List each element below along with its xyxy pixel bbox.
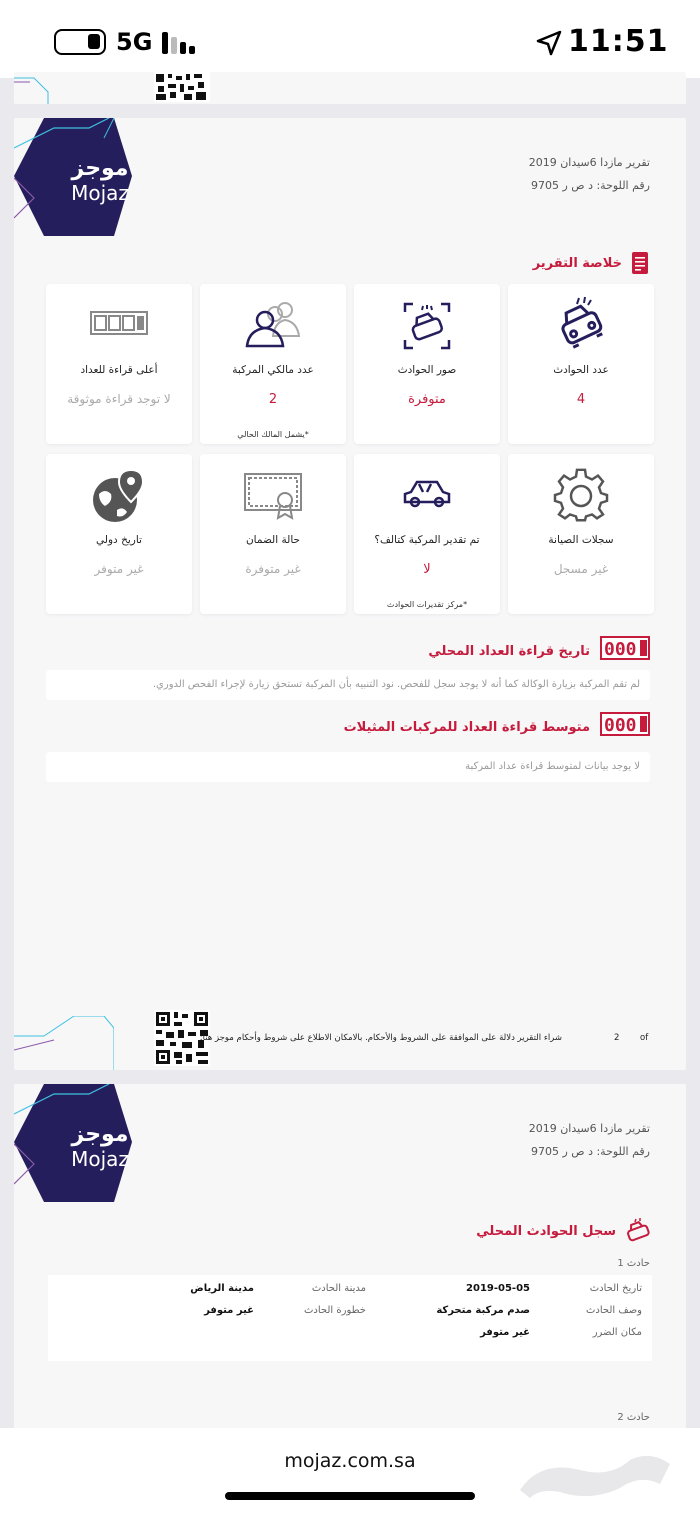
home-indicator[interactable] [225,1492,475,1500]
average-odometer-title: متوسط قراءة العداد للمركبات المثيلات [343,720,590,735]
card-value: لا توجد قراءة موثوقة [67,392,171,406]
card-value: لا [423,562,431,577]
mojaz-logo [14,1084,144,1202]
odometer-digits: 000 [604,639,637,660]
card-value: غير متوفرة [245,562,301,576]
card-label: صور الحوادث [397,364,457,376]
card-accident-photos[interactable] [354,284,500,444]
accident-2-label: حادث 2 [617,1412,650,1423]
local-odometer-note: لم تقم المركبة بزيارة الوكالة كما أنه لا يوجد سجل للفحص. نود التنبيه بأن المركبة تستحق زيارة لإجراء الفحص الدوري. [46,670,650,700]
plate-value: د ص ر 9705 [530,179,593,192]
card-note: *يشمل المالك الحالي [237,430,309,439]
accident-severity-value: غير متوفر [204,1305,254,1316]
crashed-car-red-icon [624,1218,652,1242]
card-value: غير مسجل [553,562,609,576]
plate-label: رقم اللوحة: [596,1145,650,1158]
accident-city-label: مدينة الحادث [311,1283,366,1294]
accident-damage-value: غير متوفر [480,1327,530,1338]
card-label: عدد مالكي المركبة [232,364,314,376]
card-label: عدد الحوادث [553,364,609,376]
certificate-icon [243,466,303,526]
clock: 11:51 [568,24,669,59]
card-owners-count[interactable] [200,284,346,444]
card-label: تاريخ دولي [96,534,142,546]
report-title: تقرير مازدا 6سيدان 2019 [528,1122,650,1135]
globe-location-icon [89,466,149,526]
odometer-digits: 000 [604,715,637,736]
haraj-watermark-icon [500,1440,690,1508]
hex-decoration-icon [14,72,54,104]
card-value: متوفرة [408,392,446,407]
card-value: 2 [268,392,278,407]
report-page-2 [14,118,686,1070]
accident-date-value: 2019-05-05 [466,1283,530,1294]
crashed-car-icon [551,296,611,356]
plate-number [515,1145,650,1158]
url-text[interactable]: mojaz.com.sa [284,1450,416,1472]
previous-page-tail [14,72,686,104]
plate-value: د ص ر 9705 [530,1145,593,1158]
gear-icon [551,466,611,526]
accident-1-label: حادث 1 [617,1258,650,1269]
local-accidents-title: سجل الحوادث المحلي [476,1224,616,1239]
card-highest-odometer[interactable] [46,284,192,444]
card-accidents-count[interactable] [508,284,654,444]
report-page-3 [14,1084,686,1429]
card-maintenance-records[interactable] [508,454,654,614]
plate-number [515,179,650,192]
logo-english: Mojaz [71,181,129,205]
summary-title: خلاصة التقرير [532,256,622,271]
battery-icon [54,29,106,55]
card-value: 4 [576,392,586,407]
card-label: أعلى قراءة للعداد [80,364,158,376]
network-type: 5G [116,28,153,56]
card-value: غير متوفر [94,562,144,576]
accident-date-label: تاريخ الحادث [589,1283,642,1294]
card-total-loss[interactable] [354,454,500,614]
card-label: تم تقدير المركبة كتالف؟ [374,534,480,546]
location-arrow-icon [536,30,562,56]
average-odometer-note: لا يوجد بيانات لمتوسط قراءة عداد المركبة [46,752,650,782]
plate-label: رقم اللوحة: [596,179,650,192]
damaged-car-icon [397,466,457,526]
card-label: حالة الضمان [245,534,301,546]
report-document-icon [628,250,652,276]
card-label: سجلات الصيانة [548,534,614,546]
accident-severity-label: خطورة الحادث [304,1305,366,1316]
odometer-red-icon-2 [600,712,650,736]
accident-photo-icon [397,296,457,356]
logo-english: Mojaz [71,1147,129,1171]
accident-damage-label: مكان الضرر [592,1327,642,1338]
accident-1-table [48,1275,652,1361]
qr-code-icon [154,72,210,102]
page-of-label: of [640,1033,649,1043]
accident-desc-value: صدم مركبة متحركة [436,1305,530,1316]
odometer-red-icon [600,636,650,660]
accident-city-value: مدينة الرياض [190,1283,254,1294]
logo-arabic: موجز [71,156,129,181]
signal-icon [162,32,202,54]
status-bar [0,0,700,78]
mojaz-logo [14,118,144,236]
terms-disclaimer[interactable]: شراء التقرير دلالة على الموافقة على الشروط والأحكام. بالامكان الاطلاع على شروط وأحكام موجز هنا: [199,1033,562,1043]
logo-arabic: موجز [71,1122,129,1147]
page-number: 2 [614,1033,620,1043]
report-title: تقرير مازدا 6سيدان 2019 [528,156,650,169]
card-warranty-status[interactable] [200,454,346,614]
card-international-history[interactable] [46,454,192,614]
hex-decoration-icon [14,1016,114,1070]
odometer-icon [89,296,149,356]
owners-icon [243,296,303,356]
accident-desc-label: وصف الحادث [585,1305,642,1316]
local-odometer-title: تاريخ قراءة العداد المحلي [428,644,590,659]
card-note: *مركز تقديرات الحوادث [386,600,468,609]
